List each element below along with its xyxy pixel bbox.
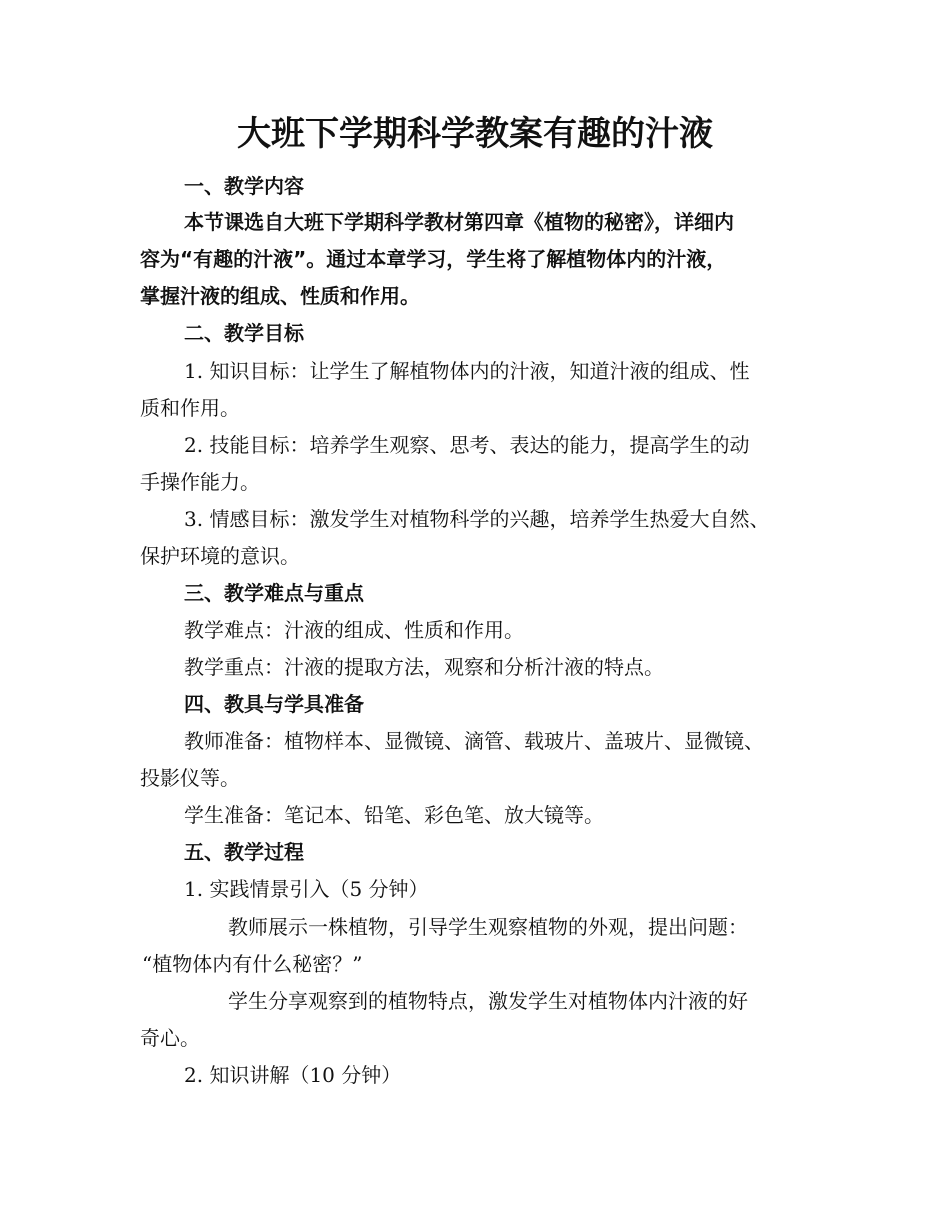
teacher-prep-line: 教师准备：植物样本、显微镜、滴管、载玻片、盖玻片、显微镜、 — [184, 729, 764, 753]
section-heading-goals: 二、教学目标 — [184, 321, 304, 345]
section-heading-preparation: 四、教具与学具准备 — [184, 692, 364, 716]
goal-skill-line: 2. 技能目标：培养学生观察、思考、表达的能力，提高学生的动 — [184, 433, 750, 457]
content-paragraph-line: 本节课选自大班下学期科学教材第四章《植物的秘密》，详细内 — [184, 210, 734, 234]
goal-knowledge-line: 1. 知识目标：让学生了解植物体内的汁液，知道汁液的组成、性 — [184, 359, 750, 383]
student-prep-text: 学生准备：笔记本、铅笔、彩色笔、放大镜等。 — [184, 803, 604, 827]
difficulty-text: 教学难点：汁液的组成、性质和作用。 — [184, 618, 524, 642]
step-intro-paragraph-line: 学生分享观察到的植物特点，激发学生对植物体内汁液的好 — [228, 989, 748, 1013]
teacher-prep-line: 投影仪等。 — [140, 766, 240, 790]
step-intro-paragraph-line: 奇心。 — [140, 1026, 200, 1050]
content-paragraph-line: 掌握汁液的组成、性质和作用。 — [140, 284, 420, 308]
goal-knowledge-line: 质和作用。 — [140, 396, 240, 420]
section-heading-process: 五、教学过程 — [184, 840, 304, 864]
goal-emotion-line: 3. 情感目标：激发学生对植物科学的兴趣，培养学生热爱大自然、 — [184, 507, 770, 531]
step-intro-heading: 1. 实践情景引入（5 分钟） — [184, 877, 429, 901]
step-knowledge-heading: 2. 知识讲解（10 分钟） — [184, 1063, 402, 1087]
key-point-text: 教学重点：汁液的提取方法，观察和分析汁液的特点。 — [184, 655, 664, 679]
step-intro-paragraph-line: “植物体内有什么秘密？” — [142, 952, 363, 976]
content-paragraph-line: 容为“有趣的汁液”。通过本章学习，学生将了解植物体内的汁液， — [140, 247, 727, 271]
step-intro-paragraph-line: 教师展示一株植物，引导学生观察植物的外观，提出问题： — [228, 915, 748, 939]
goal-emotion-line: 保护环境的意识。 — [140, 544, 300, 568]
goal-skill-line: 手操作能力。 — [140, 470, 260, 494]
document-title: 大班下学期科学教案有趣的汁液 — [237, 114, 713, 154]
section-heading-difficulty: 三、教学难点与重点 — [184, 581, 364, 605]
section-heading-content: 一、教学内容 — [184, 174, 304, 198]
